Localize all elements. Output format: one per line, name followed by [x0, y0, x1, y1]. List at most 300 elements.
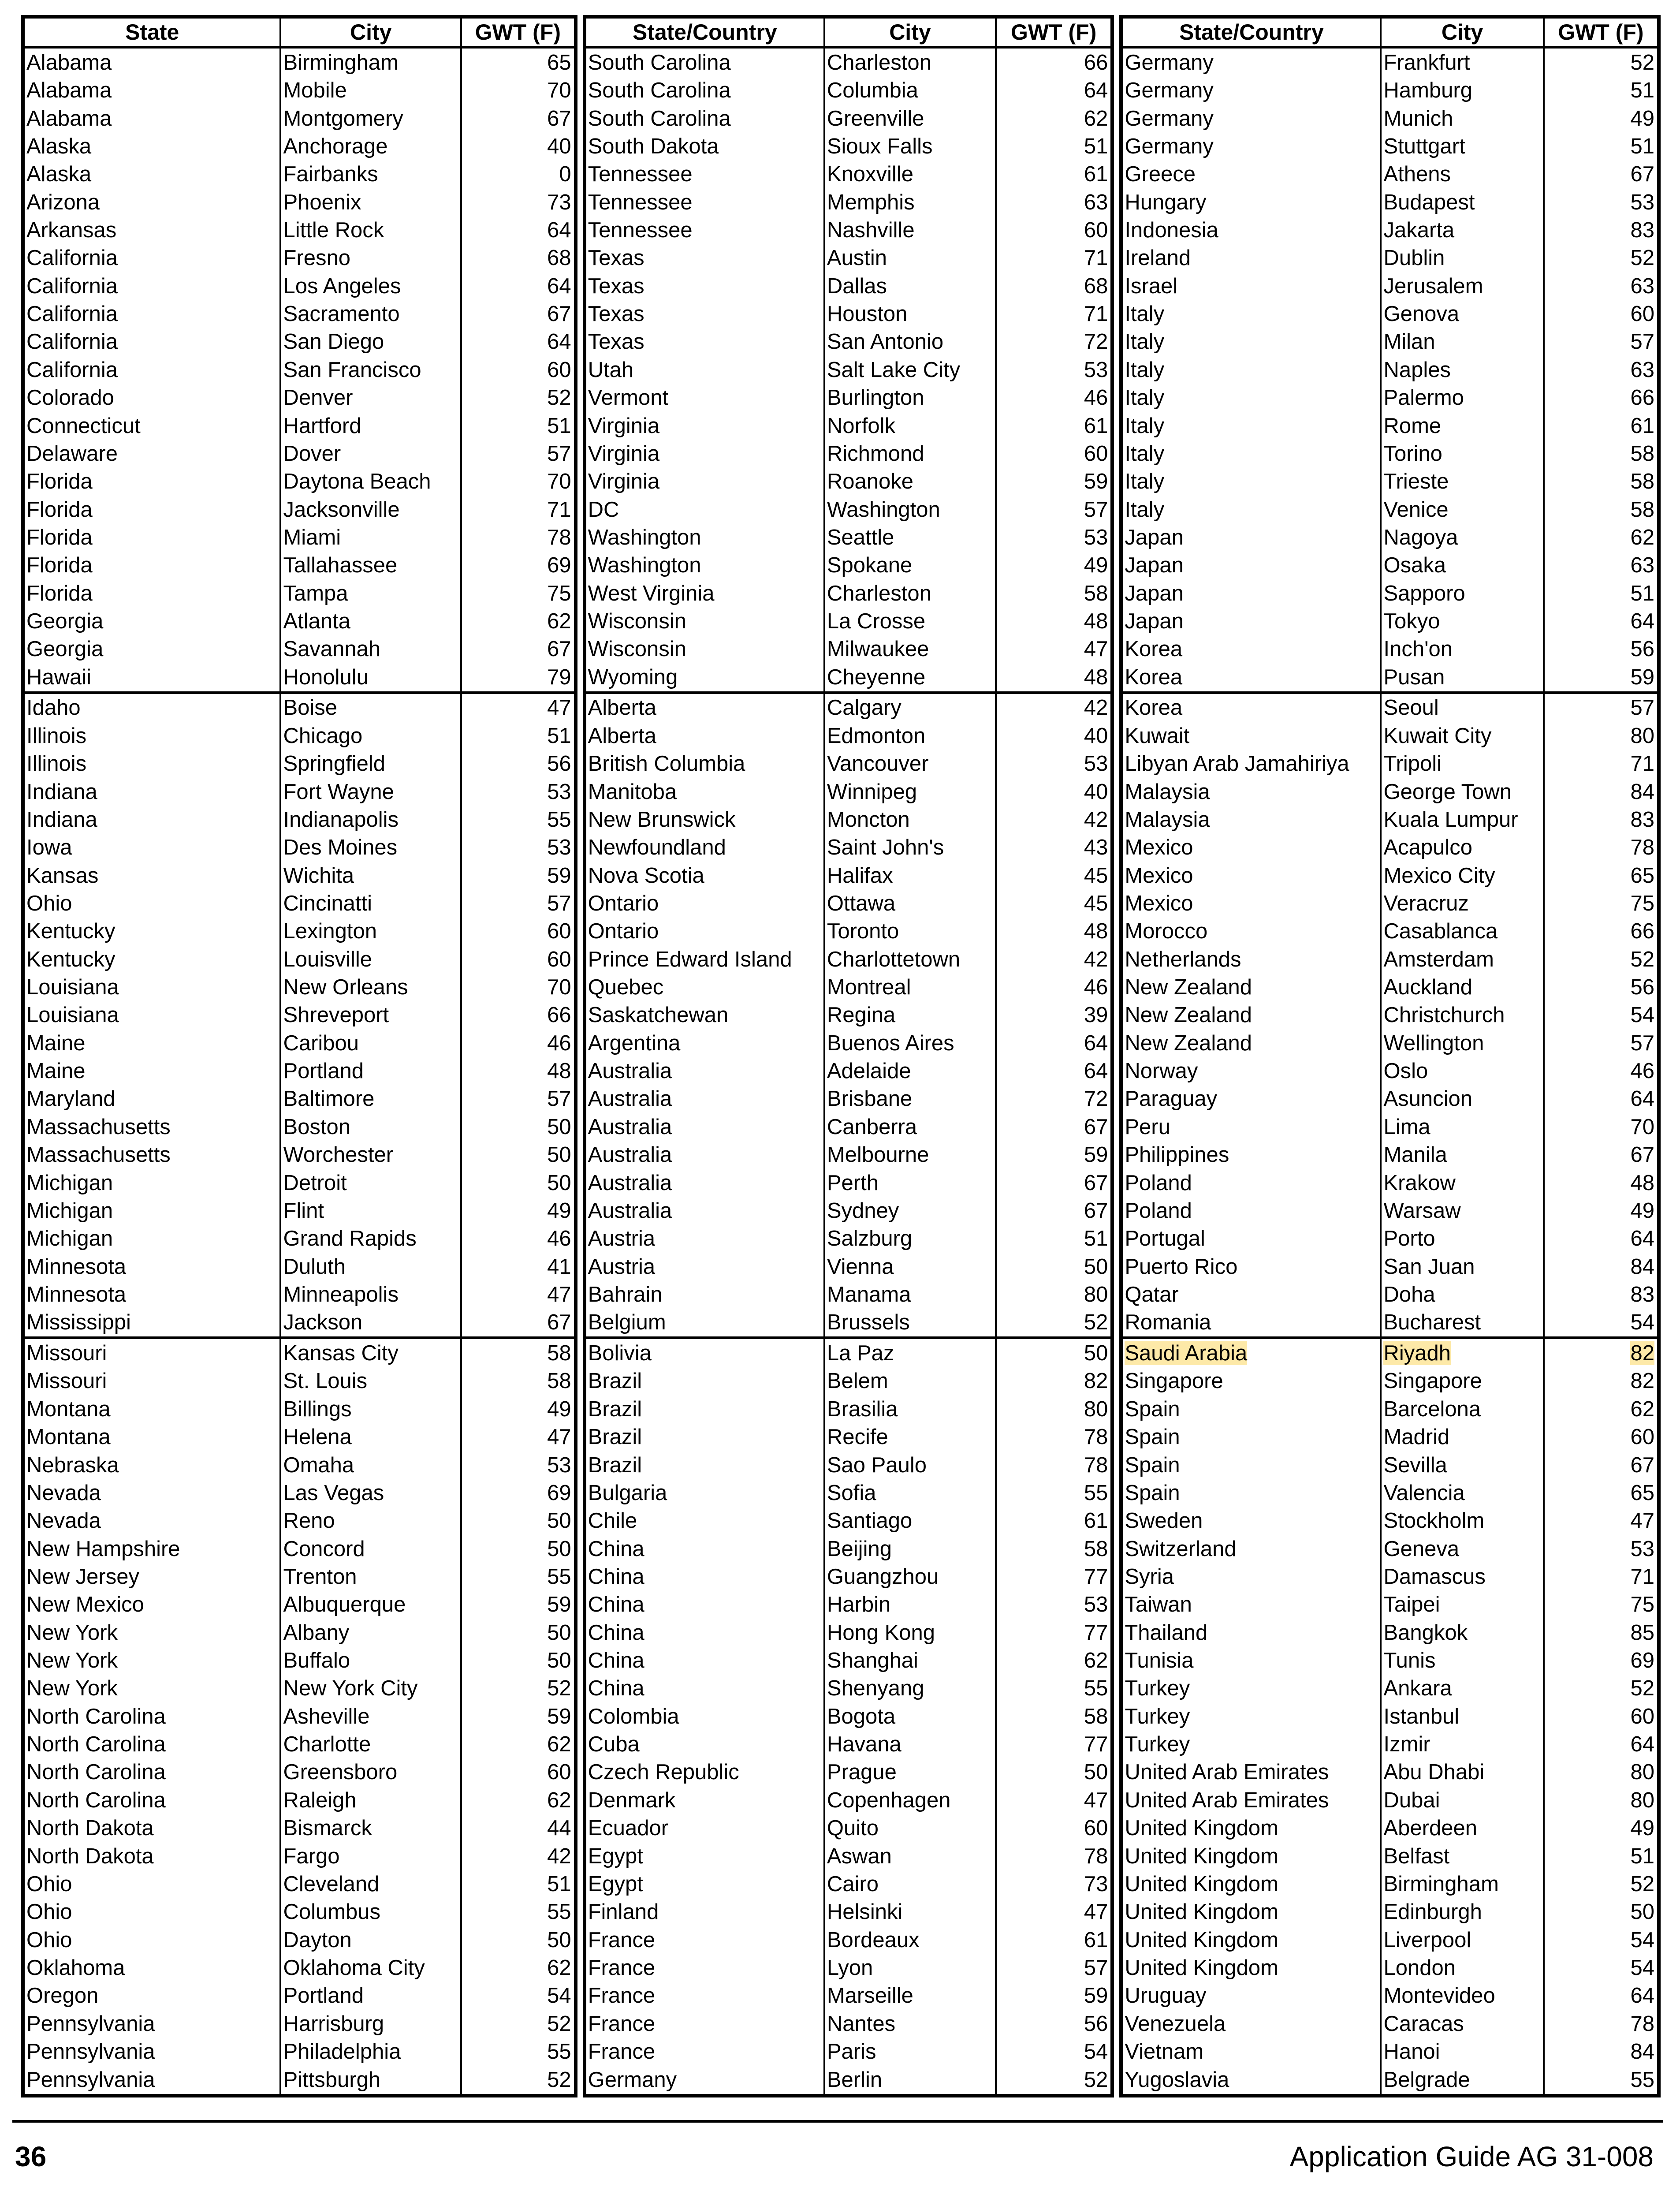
state-cell: Bolivia [585, 1338, 824, 1367]
gwt-cell: 50 [461, 1926, 576, 1954]
city-cell: Milwaukee [824, 635, 996, 663]
state-cell: California [23, 356, 280, 384]
gwt-cell: 49 [996, 552, 1112, 579]
state-cell: Alberta [585, 722, 824, 750]
table-row [1121, 579, 1659, 607]
table-row [23, 1197, 576, 1224]
state-cell: Mexico [1121, 862, 1381, 889]
gwt-cell: 83 [1544, 216, 1659, 244]
city-cell: Caribou [280, 1029, 461, 1057]
city-cell: Barcelona [1381, 1395, 1543, 1423]
gwt-cell: 55 [461, 2038, 576, 2065]
city-cell: Bucharest [1381, 1309, 1543, 1338]
city-cell: Norfolk [824, 412, 996, 440]
city-cell: Fort Wayne [280, 778, 461, 806]
state-cell: Taiwan [1121, 1591, 1381, 1619]
table-row [585, 1338, 1113, 1367]
table-row [1121, 1479, 1659, 1507]
table-row [23, 722, 576, 750]
gwt-cell: 80 [1544, 1758, 1659, 1786]
city-cell: Salzburg [824, 1225, 996, 1253]
table-row [1121, 496, 1659, 523]
table-row [23, 1758, 576, 1786]
city-cell: Miami [280, 523, 461, 551]
gwt-cell: 48 [996, 607, 1112, 635]
gwt-cell: 66 [1544, 384, 1659, 411]
gwt-cell: 78 [1544, 2010, 1659, 2038]
state-cell: Denmark [585, 1786, 824, 1814]
gwt-cell: 52 [1544, 945, 1659, 973]
state-cell: Belgium [585, 1309, 824, 1338]
table-row [585, 523, 1113, 551]
table-row [23, 272, 576, 300]
state-cell: France [585, 1954, 824, 1982]
state-cell: Spain [1121, 1451, 1381, 1479]
gwt-cell: 52 [461, 2066, 576, 2096]
table-row [585, 1367, 1113, 1395]
state-cell: Alaska [23, 132, 280, 160]
gwt-cell: 49 [1544, 1197, 1659, 1224]
gwt-cell: 84 [1544, 1253, 1659, 1280]
table-row [1121, 523, 1659, 551]
table-row [1121, 1309, 1659, 1338]
gwt-cell: 64 [1544, 1085, 1659, 1113]
gwt-cell: 84 [1544, 2038, 1659, 2065]
city-cell: Paris [824, 2038, 996, 2065]
state-cell: United Kingdom [1121, 1842, 1381, 1870]
city-cell: Los Angeles [280, 272, 461, 300]
gwt-cell: 52 [461, 384, 576, 411]
gwt-cell: 67 [996, 1169, 1112, 1197]
city-cell: Philadelphia [280, 2038, 461, 2065]
gwt-cell: 66 [996, 47, 1112, 77]
table-row [23, 356, 576, 384]
table-row [585, 440, 1113, 467]
city-cell: Adelaide [824, 1057, 996, 1085]
state-cell: Poland [1121, 1197, 1381, 1224]
table-row [585, 750, 1113, 778]
gwt-cell: 56 [1544, 973, 1659, 1001]
gwt-cell: 53 [461, 778, 576, 806]
city-cell: Caracas [1381, 2010, 1543, 2038]
state-cell: France [585, 2010, 824, 2038]
gwt-cell: 52 [996, 1309, 1112, 1338]
city-cell: Recife [824, 1423, 996, 1451]
state-cell: Colombia [585, 1702, 824, 1730]
table-row [23, 1085, 576, 1113]
gwt-cell: 62 [461, 1730, 576, 1758]
table-row [585, 1141, 1113, 1169]
table-row [585, 272, 1113, 300]
gwt-cell: 75 [461, 579, 576, 607]
city-cell: Harbin [824, 1591, 996, 1619]
gwt-cell: 63 [1544, 356, 1659, 384]
city-cell: Saint John's [824, 834, 996, 862]
table-row [1121, 1197, 1659, 1224]
state-cell: Malaysia [1121, 778, 1381, 806]
state-cell: Alberta [585, 693, 824, 722]
city-cell: Warsaw [1381, 1197, 1543, 1224]
gwt-cell: 71 [996, 300, 1112, 328]
state-cell: California [23, 272, 280, 300]
city-cell: Fresno [280, 244, 461, 272]
state-cell: Florida [23, 552, 280, 579]
header-row [23, 17, 576, 47]
gwt-cell: 67 [461, 635, 576, 663]
gwt-cell: 53 [461, 1451, 576, 1479]
table-row [585, 1702, 1113, 1730]
state-cell: Florida [23, 496, 280, 523]
state-cell: United Kingdom [1121, 1898, 1381, 1926]
gwt-cell: 59 [996, 1141, 1112, 1169]
gwt-cell: 65 [1544, 1479, 1659, 1507]
city-cell: Winnipeg [824, 778, 996, 806]
city-cell: Sioux Falls [824, 132, 996, 160]
state-cell: Ontario [585, 889, 824, 917]
state-cell: Georgia [23, 607, 280, 635]
gwt-cell: 72 [996, 328, 1112, 356]
gwt-cell: 70 [461, 468, 576, 496]
gwt-cell: 40 [996, 722, 1112, 750]
city-cell: Abu Dhabi [1381, 1758, 1543, 1786]
table-row [23, 778, 576, 806]
city-cell: Jacksonville [280, 496, 461, 523]
table-row [1121, 862, 1659, 889]
table-row [23, 1001, 576, 1029]
state-cell: Alaska [23, 160, 280, 188]
city-cell: Kuala Lumpur [1381, 806, 1543, 833]
table-row [1121, 1085, 1659, 1113]
table-row [23, 607, 576, 635]
table-row [1121, 1982, 1659, 2010]
table-row [585, 1507, 1113, 1535]
table-row [585, 1001, 1113, 1029]
city-cell: Tunis [1381, 1646, 1543, 1674]
gwt-cell: 46 [461, 1225, 576, 1253]
table-row [1121, 1367, 1659, 1395]
state-cell: Ohio [23, 1926, 280, 1954]
table-row [585, 2038, 1113, 2065]
table-row [1121, 440, 1659, 467]
gwt-cell: 59 [461, 1591, 576, 1619]
table-row [585, 552, 1113, 579]
city-cell: Hanoi [1381, 2038, 1543, 2065]
table-row [1121, 1563, 1659, 1590]
table-row [1121, 1280, 1659, 1308]
gwt-cell: 64 [1544, 1225, 1659, 1253]
state-cell: Switzerland [1121, 1535, 1381, 1563]
city-cell: Reno [280, 1507, 461, 1535]
gwt-cell: 52 [461, 2010, 576, 2038]
table-row [23, 635, 576, 663]
gwt-cell: 55 [461, 1898, 576, 1926]
header-row [1121, 17, 1659, 47]
gwt-cell: 52 [996, 2066, 1112, 2096]
city-cell: Tripoli [1381, 750, 1543, 778]
state-cell: Australia [585, 1141, 824, 1169]
state-cell: Greece [1121, 160, 1381, 188]
state-cell: Kentucky [23, 945, 280, 973]
state-cell: Italy [1121, 496, 1381, 523]
gwt-cell: 82 [1544, 1367, 1659, 1395]
gwt-cell: 57 [1544, 1029, 1659, 1057]
city-cell: Dubai [1381, 1786, 1543, 1814]
city-cell: Munich [1381, 104, 1543, 132]
city-cell: Auckland [1381, 973, 1543, 1001]
city-cell: London [1381, 1954, 1543, 1982]
city-cell: Berlin [824, 2066, 996, 2096]
table-row [585, 1423, 1113, 1451]
state-cell: Kansas [23, 862, 280, 889]
gwt-cell: 64 [461, 272, 576, 300]
city-cell: Aberdeen [1381, 1814, 1543, 1842]
state-cell: Italy [1121, 412, 1381, 440]
city-cell: Singapore [1381, 1367, 1543, 1395]
gwt-cell: 50 [461, 1169, 576, 1197]
state-cell: New Zealand [1121, 1001, 1381, 1029]
state-cell: France [585, 2038, 824, 2065]
table-row [1121, 2010, 1659, 2038]
state-cell: British Columbia [585, 750, 824, 778]
table-row [1121, 328, 1659, 356]
table-row [23, 1395, 576, 1423]
state-cell: Venezuela [1121, 2010, 1381, 2038]
table-row [585, 1535, 1113, 1563]
table-row [585, 806, 1113, 833]
state-cell: Czech Republic [585, 1758, 824, 1786]
gwt-cell: 57 [1544, 693, 1659, 722]
state-cell: Australia [585, 1197, 824, 1224]
state-cell: Florida [23, 579, 280, 607]
state-cell: Nevada [23, 1507, 280, 1535]
gwt-cell: 47 [461, 1423, 576, 1451]
state-cell: Poland [1121, 1169, 1381, 1197]
state-cell: Michigan [23, 1169, 280, 1197]
table-row [585, 1842, 1113, 1870]
city-cell: Washington [824, 496, 996, 523]
table-row [1121, 384, 1659, 411]
table-row [1121, 1395, 1659, 1423]
city-cell: Atlanta [280, 607, 461, 635]
state-cell: Utah [585, 356, 824, 384]
footer-rule [12, 2120, 1663, 2123]
state-cell: Qatar [1121, 1280, 1381, 1308]
state-cell: Minnesota [23, 1253, 280, 1280]
gwt-cell: 60 [461, 918, 576, 945]
table-row [1121, 722, 1659, 750]
table-row [585, 973, 1113, 1001]
table-row [585, 1253, 1113, 1280]
gwt-cell: 67 [1544, 1141, 1659, 1169]
table-row [23, 1898, 576, 1926]
state-cell: Italy [1121, 440, 1381, 467]
table-row [585, 1113, 1113, 1141]
state-cell: New Jersey [23, 1563, 280, 1590]
gwt-cell: 47 [461, 693, 576, 722]
table-row [585, 1591, 1113, 1619]
gwt-cell: 73 [461, 188, 576, 216]
table-row [23, 1535, 576, 1563]
table-row [1121, 750, 1659, 778]
city-cell: Genova [1381, 300, 1543, 328]
table-row [585, 468, 1113, 496]
gwt-cell: 53 [461, 834, 576, 862]
gwt-cell: 42 [996, 693, 1112, 722]
gwt-cell: 55 [1544, 2066, 1659, 2096]
city-cell: San Antonio [824, 328, 996, 356]
table-row [1121, 1001, 1659, 1029]
table-row [23, 663, 576, 693]
city-cell: Lyon [824, 1954, 996, 1982]
gwt-cell: 57 [461, 1085, 576, 1113]
gwt-cell: 70 [461, 973, 576, 1001]
gwt-cell: 47 [996, 635, 1112, 663]
city-cell: Venice [1381, 496, 1543, 523]
city-cell: Houston [824, 300, 996, 328]
gwt-cell: 50 [996, 1338, 1112, 1367]
table-row [23, 1367, 576, 1395]
table-row [585, 778, 1113, 806]
gwt-cell: 54 [1544, 1954, 1659, 1982]
gwt-cell: 46 [461, 1029, 576, 1057]
city-cell: Tallahassee [280, 552, 461, 579]
gwt-cell: 55 [996, 1675, 1112, 1702]
table-row [23, 1675, 576, 1702]
city-cell: Hartford [280, 412, 461, 440]
state-cell: Missouri [23, 1338, 280, 1367]
table-row [23, 440, 576, 467]
city-cell: Denver [280, 384, 461, 411]
gwt-cell: 50 [996, 1758, 1112, 1786]
city-cell: Greensboro [280, 1758, 461, 1786]
city-cell: Trenton [280, 1563, 461, 1590]
gwt-cell: 54 [996, 2038, 1112, 2065]
gwt-cell: 61 [996, 1507, 1112, 1535]
state-cell: China [585, 1591, 824, 1619]
gwt-cell: 82 [1544, 1338, 1659, 1367]
city-cell: Lima [1381, 1113, 1543, 1141]
city-cell: Damascus [1381, 1563, 1543, 1590]
state-cell: Saskatchewan [585, 1001, 824, 1029]
gwt-cell: 62 [461, 1954, 576, 1982]
city-cell: Brisbane [824, 1085, 996, 1113]
table-row [23, 104, 576, 132]
gwt-cell: 53 [1544, 188, 1659, 216]
gwt-cell: 52 [461, 1675, 576, 1702]
state-cell: Pennsylvania [23, 2038, 280, 2065]
city-cell: Asheville [280, 1702, 461, 1730]
gwt-cell: 80 [996, 1280, 1112, 1308]
state-cell: Texas [585, 244, 824, 272]
table-row [585, 722, 1113, 750]
gwt-cell: 61 [996, 160, 1112, 188]
city-cell: Moncton [824, 806, 996, 833]
state-cell: Paraguay [1121, 1085, 1381, 1113]
state-cell: Japan [1121, 607, 1381, 635]
city-cell: La Crosse [824, 607, 996, 635]
gwt-cell: 80 [996, 1395, 1112, 1423]
table-row [585, 1982, 1113, 2010]
state-cell: Germany [1121, 104, 1381, 132]
table-row [23, 834, 576, 862]
state-cell: Spain [1121, 1479, 1381, 1507]
city-cell: Duluth [280, 1253, 461, 1280]
city-header: City [280, 17, 461, 47]
table-row [23, 1169, 576, 1197]
city-cell: Acapulco [1381, 834, 1543, 862]
gwt-cell: 50 [461, 1535, 576, 1563]
gwt-cell: 60 [461, 945, 576, 973]
city-cell: Louisville [280, 945, 461, 973]
table-row [585, 1309, 1113, 1338]
gwt-cell: 52 [1544, 1675, 1659, 1702]
state-cell: Alabama [23, 77, 280, 104]
table-row [585, 1758, 1113, 1786]
table-row [1121, 1253, 1659, 1280]
state-cell: China [585, 1646, 824, 1674]
table-row [1121, 272, 1659, 300]
state-cell: Washington [585, 552, 824, 579]
city-cell: Melbourne [824, 1141, 996, 1169]
city-cell: Valencia [1381, 1479, 1543, 1507]
city-cell: Anchorage [280, 132, 461, 160]
city-cell: Belfast [1381, 1842, 1543, 1870]
gwt-cell: 63 [996, 188, 1112, 216]
state-cell: New Brunswick [585, 806, 824, 833]
table-row [585, 104, 1113, 132]
city-cell: Richmond [824, 440, 996, 467]
state-cell: Colorado [23, 384, 280, 411]
table-row [23, 1814, 576, 1842]
state-cell: Korea [1121, 693, 1381, 722]
city-cell: Hamburg [1381, 77, 1543, 104]
table-row [23, 160, 576, 188]
table-row [1121, 552, 1659, 579]
table-row [23, 862, 576, 889]
state-cell: Alabama [23, 47, 280, 77]
table-row [1121, 834, 1659, 862]
table-row [1121, 1730, 1659, 1758]
gwt-cell: 60 [996, 440, 1112, 467]
gwt-cell: 58 [1544, 496, 1659, 523]
city-cell: Detroit [280, 1169, 461, 1197]
table-row [1121, 1842, 1659, 1870]
city-cell: Brussels [824, 1309, 996, 1338]
state-cell: Arizona [23, 188, 280, 216]
table-row [1121, 47, 1659, 77]
table-row [23, 1842, 576, 1870]
city-cell: Memphis [824, 188, 996, 216]
gwt-cell: 39 [996, 1001, 1112, 1029]
table-row [1121, 1141, 1659, 1169]
gwt-cell: 51 [461, 722, 576, 750]
city-cell: Minneapolis [280, 1280, 461, 1308]
city-cell: Osaka [1381, 552, 1543, 579]
table-row [585, 607, 1113, 635]
state-cell: Arkansas [23, 216, 280, 244]
table-row [23, 1702, 576, 1730]
city-cell: Aswan [824, 1842, 996, 1870]
city-cell: Charlottetown [824, 945, 996, 973]
gwt-cell: 59 [996, 468, 1112, 496]
city-cell: Doha [1381, 1280, 1543, 1308]
city-cell: La Paz [824, 1338, 996, 1367]
table-row [1121, 607, 1659, 635]
city-cell: Brasilia [824, 1395, 996, 1423]
table-row [1121, 412, 1659, 440]
city-cell: New Orleans [280, 973, 461, 1001]
state-cell: Florida [23, 523, 280, 551]
